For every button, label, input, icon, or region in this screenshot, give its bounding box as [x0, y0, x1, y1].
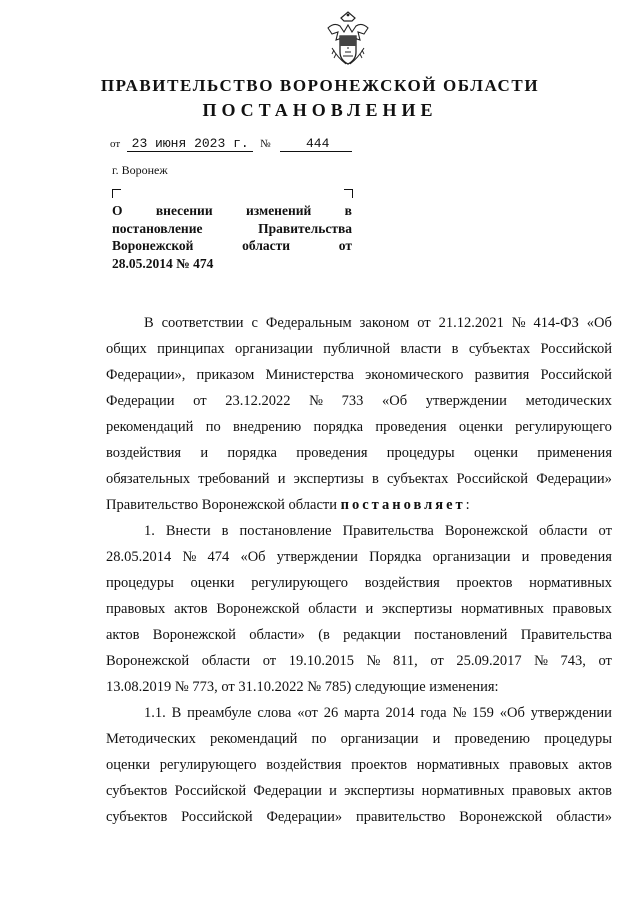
text-line: 13.08.2019 № 773, от 31.10.2022 № 785) следующие изменения: [106, 679, 499, 695]
date-prefix: от [110, 138, 121, 150]
text-line: Федерации», приказом Министерства экономического развития Российской [106, 367, 612, 383]
date-number-line [110, 136, 352, 152]
item-1-1-paragraph [106, 700, 612, 830]
coat-of-arms-icon [324, 10, 372, 68]
document-body [106, 310, 612, 830]
text-line: В соответствии с Федеральным законом от 21.12.2021 № 414-ФЗ «Об [144, 315, 612, 331]
text-line: актов Воронежской области» (в редакции постановлений Правительства [106, 627, 612, 643]
subject-line-3: Воронежской области от [112, 238, 352, 253]
document-number: 444 [280, 136, 352, 152]
city-label: г. Воронеж [112, 163, 168, 177]
text-line: оценки регулирующего воздействия проектов нормативных правовых актов [106, 757, 612, 773]
number-sign: № [260, 138, 271, 150]
text-line: 28.05.2014 № 474 «Об утверждении Порядка организации и проведения [106, 549, 612, 565]
text-line: обязательных требований и экспертизы в субъектах Российской Федерации» [106, 471, 612, 487]
subject-line-2: постановление Правительства [112, 220, 352, 236]
document-date: 23 июня 2023 г. [127, 136, 253, 152]
organization-title: ПРАВИТЕЛЬСТВО ВОРОНЕЖСКОЙ ОБЛАСТИ [100, 76, 540, 95]
text-line: субъектов Российской Федерации и экспертизы нормативных правовых актов [106, 783, 612, 799]
text-line: Воронежской области от 19.10.2015 № 811, от 25.09.2017 № 743, от [106, 653, 612, 669]
document-subject [112, 202, 352, 272]
preamble-paragraph [106, 310, 612, 518]
text-line: 1. Внести в постановление Правительства Воронежской области от [144, 523, 612, 539]
text-line: субъектов Российской Федерации» правительство Воронежской области» [106, 809, 612, 825]
text-line: воздействия и порядка проведения процедуры оценки применения [106, 445, 612, 461]
text-line: общих принципах организации публичной власти в субъектах Российской [106, 341, 612, 357]
text-line: Правительство Воронежской области постановляет: [106, 497, 470, 513]
item-1-paragraph [106, 518, 612, 700]
text-line: рекомендаций по внедрению порядка проведения оценки регулирующего [106, 419, 612, 435]
subject-corner-right-icon [344, 189, 353, 198]
text-line: 1.1. В преамбуле слова «от 26 марта 2014 года № 159 «Об утверждении [144, 705, 612, 721]
subject-line-1: О внесении изменений в [112, 203, 352, 218]
subject-line-4: 28.05.2014 № 474 [112, 255, 214, 271]
text-line: правовых актов Воронежской области и экспертизы нормативных правовых [106, 601, 612, 617]
text-line: Методических рекомендаций по организации и проведению процедуры [106, 731, 612, 747]
resolves-word: постановляет [340, 497, 466, 513]
document-type-title: ПОСТАНОВЛЕНИЕ [202, 100, 438, 120]
text-line: процедуры оценки регулирующего воздействия проектов нормативных [106, 575, 612, 591]
subject-corner-left-icon [112, 189, 121, 198]
text-line: Федерации от 23.12.2022 № 733 «Об утверждении методических [106, 393, 612, 409]
